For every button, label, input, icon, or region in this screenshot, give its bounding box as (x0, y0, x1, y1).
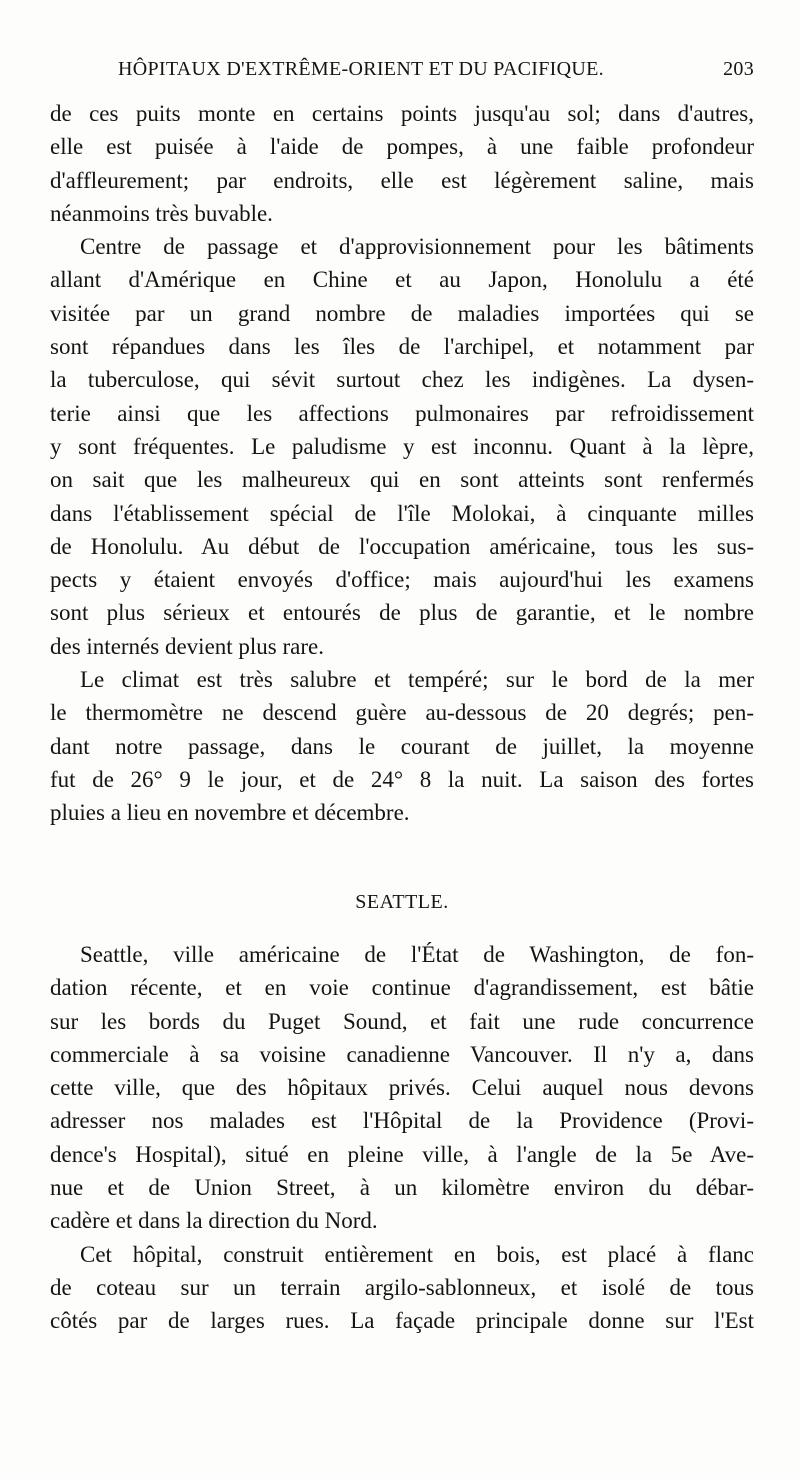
text-line: elle est puisée à l'aide de pompes, à une faible profondeur (50, 134, 754, 160)
text-line: sur les bords du Puget Sound, et fait une rude concurrence (50, 1008, 754, 1034)
text-line: de ces puits monte en certains points jusqu'au sol; dans d'autres, (50, 101, 754, 126)
text-line: allant d'Amérique en Chine et au Japon, Honolulu a été (50, 267, 754, 293)
text-line: cadère et dans la direction du Nord. (50, 1208, 378, 1234)
text-line: dans l'établissement spécial de l'île Molokai, à cinquante milles (50, 500, 754, 526)
text-line: y sont fréquentes. Le paludisme y est inconnu. Quant à la lèpre, (50, 433, 754, 459)
paragraph-1 (50, 97, 754, 230)
text-line: de coteau sur un terrain argilo-sablonneux, et isolé de tous (50, 1274, 754, 1300)
text-line: pects y étaient envoyés d'office; mais aujourd'hui les examens (50, 567, 754, 593)
paragraph-5 (50, 1238, 754, 1338)
text-line: pluies a lieu en novembre et décembre. (50, 800, 410, 826)
text-line: adresser nos malades est l'Hôpital de la Providence (Provi- (50, 1108, 754, 1134)
text-line: côtés par de larges rues. La façade principale donne sur l'Est (50, 1308, 754, 1334)
text-line: Seattle, ville américaine de l'État de Washington, de fon- (80, 942, 754, 967)
text-line: visitée par un grand nombre de maladies importées qui se (50, 300, 754, 326)
text-line: dant notre passage, dans le courant de juillet, la moyenne (50, 733, 754, 759)
text-line: nue et de Union Street, à un kilomètre environ du débar- (50, 1175, 754, 1201)
paragraph-2 (50, 230, 754, 663)
text-line: de Honolulu. Au début de l'occupation américaine, tous les sus- (50, 533, 754, 559)
running-title: HÔPITAUX D'EXTRÊME-ORIENT ET DU PACIFIQUE. (118, 58, 604, 80)
text-line: des internés devient plus rare. (50, 633, 324, 659)
text-line: on sait que les malheureux qui en sont atteints sont renfermés (50, 467, 754, 493)
running-head (50, 58, 754, 88)
text-line: le thermomètre ne descend guère au-dessous de 20 degrés; pen- (50, 700, 754, 726)
page-number: 203 (723, 58, 754, 80)
text-line: dation récente, et en voie continue d'agrandissement, est bâtie (50, 975, 754, 1001)
text-line: cette ville, que des hôpitaux privés. Celui auquel nous devons (50, 1075, 754, 1101)
text-line: commerciale à sa voisine canadienne Vancouver. Il n'y a, dans (50, 1041, 754, 1067)
text-line: Le climat est très salubre et tempéré; sur le bord de la mer (80, 667, 754, 693)
paragraph-3 (50, 663, 754, 829)
text-line: Cet hôpital, construit entièrement en bois, est placé à flanc (80, 1241, 754, 1267)
paragraph-4 (50, 938, 754, 1238)
text-line: la tuberculose, qui sévit surtout chez les indigènes. La dysen- (50, 367, 754, 393)
text-line: Centre de passage et d'approvisionnement pour les bâtiments (80, 234, 754, 260)
text-line: sont répandues dans les îles de l'archipel, et notamment par (50, 334, 754, 360)
text-line: néanmoins très buvable. (50, 200, 273, 226)
text-line: d'affleurement; par endroits, elle est légèrement saline, mais (50, 167, 754, 193)
text-line: fut de 26° 9 le jour, et de 24° 8 la nuit. La saison des fortes (50, 766, 754, 792)
section-title: SEATTLE. (355, 891, 449, 913)
text-line: sont plus sérieux et entourés de plus de garantie, et le nombre (50, 600, 754, 626)
body-text-lower (50, 938, 754, 1338)
text-line: dence's Hospital), situé en pleine ville, à l'angle de la 5e Ave- (50, 1141, 754, 1167)
text-line: terie ainsi que les affections pulmonaires par refroidissement (50, 400, 754, 426)
body-text-upper (50, 97, 754, 830)
